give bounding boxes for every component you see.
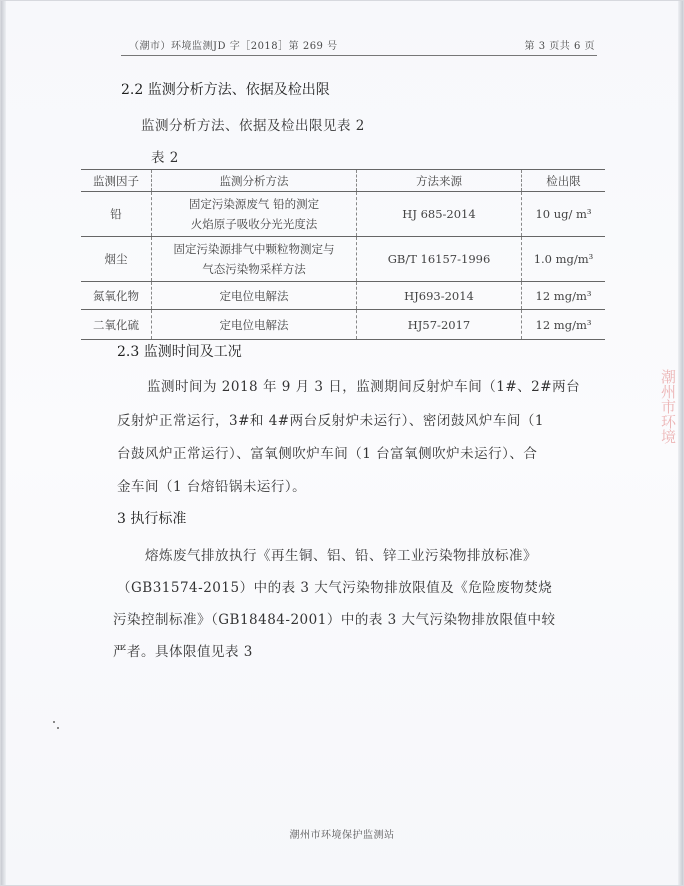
section-3-title: 3 执行标准 (117, 511, 187, 527)
cell-source: HJ 685-2014 (357, 192, 522, 237)
table-row (81, 282, 605, 310)
section-2-3-line: 反射炉正常运行，3#和 4#两台反射炉未运行）、密闭鼓风炉车间（1 (117, 413, 544, 429)
section-2-3-title: 2.3 监测时间及工况 (117, 344, 242, 360)
cell-factor: 氮氧化物 (81, 282, 152, 310)
header-document-number: （潮市）环境监测JD 字［2018］第 269 号 (129, 41, 338, 52)
cell-factor: 二氧化硫 (81, 310, 152, 340)
cell-method (152, 237, 357, 282)
cell-source: GB/T 16157-1996 (357, 237, 522, 282)
cell-limit: 12 mg/m³ (522, 282, 606, 310)
th-method: 监测分析方法 (152, 170, 357, 192)
cell-limit: 12 mg/m³ (522, 310, 606, 340)
header-rule (121, 55, 597, 56)
scan-speck (53, 721, 55, 723)
th-limit: 检出限 (522, 170, 606, 192)
section-3-line: 污染控制标准》（GB18484-2001）中的表 3 大气污染物排放限值中较 (113, 612, 556, 628)
footer-organization: 潮州市环境保护监测站 (289, 830, 395, 841)
cell-method-line: 气态污染物采样方法 (202, 262, 306, 276)
header-page-number: 第 3 页共 6 页 (524, 41, 595, 52)
cell-source: HJ57-2017 (357, 310, 522, 340)
cell-method (152, 192, 357, 237)
cell-method-line: 固定污染源废气 铅的测定 (188, 197, 320, 211)
cell-method-line: 定电位电解法 (219, 288, 289, 303)
scan-speck (57, 727, 59, 729)
table-2-label: 表 2 (151, 150, 179, 166)
table-row (81, 310, 605, 340)
cell-factor: 铅 (81, 192, 152, 237)
section-2-2-intro: 监测分析方法、依据及检出限见表 2 (141, 118, 365, 134)
cell-method-line: 火焰原子吸收分光光度法 (190, 217, 318, 231)
section-3-line: （GB31574-2015）中的表 3 大气污染物排放限值及《危险废物焚烧 (117, 580, 553, 596)
cell-method-line: 固定污染源排气中颗粒物测定与 (173, 242, 335, 256)
th-factor: 监测因子 (81, 170, 152, 192)
section-2-2-title: 2.2 监测分析方法、依据及检出限 (121, 82, 330, 98)
scan-edge-left (1, 1, 6, 885)
th-source: 方法来源 (357, 170, 522, 192)
table-2 (81, 169, 605, 340)
section-3-line: 严者。具体限值见表 3 (113, 644, 253, 660)
section-2-3-line: 金车间（1 台熔铅锅未运行）。 (117, 479, 307, 495)
table-row (81, 192, 605, 237)
cell-limit: 10 ug/ m³ (522, 192, 606, 237)
table-row (81, 237, 605, 282)
cell-method (152, 310, 357, 340)
cell-method (152, 282, 357, 310)
cell-source: HJ693-2014 (357, 282, 522, 310)
section-3-line: 熔炼废气排放执行《再生铜、铝、铅、锌工业污染物排放标准》 (145, 548, 537, 564)
red-seal-stamp: 潮州市环境 (659, 369, 677, 444)
cell-factor: 烟尘 (81, 237, 152, 282)
section-2-3-line: 台鼓风炉正常运行）、富氧侧吹炉车间（1 台富氧侧吹炉未运行）、合 (117, 446, 538, 462)
table-header-row (81, 170, 605, 192)
cell-method-line: 定电位电解法 (219, 317, 289, 332)
cell-limit: 1.0 mg/m³ (522, 237, 606, 282)
section-2-3-line: 监测时间为 2018 年 9 月 3 日，监测期间反射炉车间（1#、2#两台 (147, 379, 581, 395)
